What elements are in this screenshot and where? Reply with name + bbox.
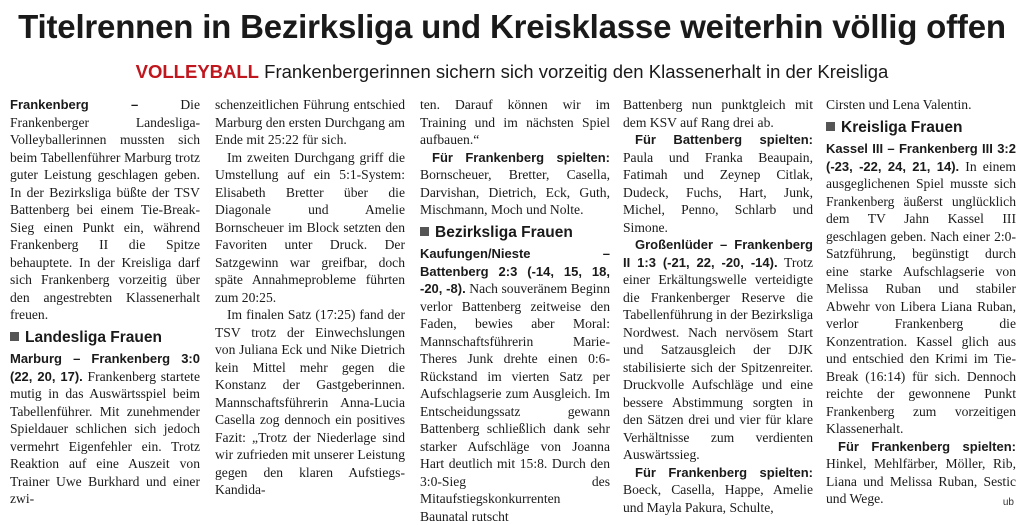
players-label: Für Frankenberg spielten:	[838, 438, 1016, 454]
section-heading-bezirksliga	[420, 224, 610, 242]
match-report: Frankenberg startete mutig in das Auswärtsspiel beim Tabellenführer. Mit zunehmender Spieldauer schlichen sich jedoch vermehrt Eigenfehler ein. Trotz Reaktion auf eine Auszeit von Trainer Uwe Burkhard und einer zwi-	[10, 368, 200, 506]
paragraph: Im finalen Satz (17:25) fand der TSV trotz der Einwechslungen von Juliana Eck und Nike Dietrich kein Mittel mehr gegen die Konstanz der Gastgeberinnen. Mannschaftsführerin Anna-Lucia Casella zog dennoch ein positives Fazit: „Trotz der Niederlage sind wir zufrieden mit unserer Leistung gegen den klaren Aufstiegs-Kandida-	[215, 307, 405, 497]
players-list: Hinkel, Mehlfärber, Möller, Rib, Liana und Melissa Ruban, Sestic und Wege.	[826, 456, 1016, 506]
column-5	[826, 96, 1016, 508]
paragraph: Im zweiten Durchgang griff die Umstellung auf ein 5:1-System: Elisabeth Bretter über die Diagonale und Amelie Bornscheuer im Block setzten den Favoriten unter Druck. Der Satzgewinn war greifbar, doch späte Annahmeprobleme führten zum 20:25.	[215, 149, 405, 305]
match-result: Kaufungen/Nieste – Battenberg 2:3 (-14, 15, 18, -20, -8).	[420, 246, 610, 296]
kicker: VOLLEYBALL	[135, 61, 259, 82]
author-signature: ub	[1002, 497, 1014, 508]
match-result: Großenlüder – Frankenberg II 1:3 (-21, 22, -20, -14).	[623, 237, 813, 270]
intro-text: Die Frankenberger Landesliga-Volleyballerinnen mussten sich beim Tabellenführer Marburg trotz guter Leistung geschlagen geben. In der Bezirksliga büßte der TSV Battenberg bei einem Tie-Break-Sieg einen Punkt ein, während Frankenberg II die Spitze behauptete. In der Kreisliga darf sich Frankenberg vorzeitig über den angestrebten Klassenerhalt freuen.	[10, 97, 200, 322]
match-report: In einem ausgeglichenen Spiel musste sich Frankenberg äußerst unglücklich dem TV Jahn Kassel III geschlagen geben. Nach einer 2:0-Satzführung, begünstigt durch eine starke Aufschlagserie von Melissa Ruban und stabiler Abwehr von Libera Liana Ruban, verlor Frankenberg die Konzentration. Kassel glich aus und entschied den Krimi im Tie-Break (16:14) für sich. Dennoch reichte der gewonnene Punkt Frankenberg zum vorzeitigen Klassenerhalt.	[826, 158, 1017, 436]
match-result: Marburg – Frankenberg 3:0 (22, 20, 17).	[10, 351, 200, 384]
paragraph: ten. Darauf können wir im Training und im nächsten Spiel aufbauen.“	[420, 97, 610, 147]
match-report: Nach souveränem Beginn verlor Battenberg zeitweise den Faden, bewies aber Moral: Mannschaftsführerin Marie-Theres Junk drehte einen 0:6-Rückstand im vierten Satz per Aufschlagserie zum Ausgleich. Im Entscheidungssatz gewann Battenberg schließlich dank sehr starker Aufschläge von Joanna Hart deutlich mit 15:8. Durch den 3:0-Sieg des Mitaufstiegskonkurrenten Baunatal rutscht	[420, 281, 611, 524]
match-result: Kassel III – Frankenberg III 3:2 (-23, -22, 24, 21, 14).	[826, 141, 1016, 174]
column-1	[10, 96, 200, 508]
paragraph: Cirsten und Lena Valentin.	[826, 97, 972, 112]
section-title: Kreisliga Frauen	[841, 118, 963, 136]
players-label: Für Frankenberg spielten:	[635, 464, 813, 480]
players-list: Paula und Franka Beaupain, Fatimah und Zeynep Citlak, Dudeck, Fuchs, Hart, Junk, Michel, Penno, Schlarb und Simone.	[623, 149, 813, 235]
column-2	[215, 96, 405, 499]
section-title: Landesliga Frauen	[25, 328, 162, 346]
section-heading-landesliga	[10, 329, 200, 347]
section-heading-kreisliga	[826, 119, 1016, 137]
paragraph: schenzeitlichen Führung entschied Marburg den ersten Durchgang am Ende mit 25:22 für sich.	[215, 97, 406, 147]
section-square-icon	[420, 227, 429, 236]
players-label: Für Frankenberg spielten:	[432, 149, 610, 165]
paragraph: Battenberg nun punktgleich mit dem KSV auf Rang drei ab.	[623, 97, 813, 130]
section-square-icon	[10, 332, 19, 341]
match-report: Trotz einer Erkältungswelle verteidigte die Frankenberger Reserve die Tabellenführung in der Bezirksliga Nordwest. Nach nervösem Start und Satzausgleich der DJK stabilisierte sich der Spitzenreiter. Druckvolle Aufschläge und eine bessere Abstimmung sorgten in den Sätzen drei und vier für klare Verhältnisse zum verdienten Auswärtssieg.	[623, 254, 813, 462]
players-list: Bornscheuer, Bretter, Casella, Darvishan, Dietrich, Eck, Guth, Mischmann, Moch und Nolte.	[420, 167, 610, 217]
subline	[0, 61, 1024, 83]
players-label: Für Battenberg spielten:	[635, 132, 813, 147]
column-4	[623, 96, 813, 516]
section-title: Bezirksliga Frauen	[435, 223, 573, 241]
subline-text: Frankenbergerinnen sichern sich vorzeitig den Klassenerhalt in der Kreisliga	[264, 61, 889, 82]
section-square-icon	[826, 122, 835, 131]
headline: Titelrennen in Bezirksliga und Kreisklasse weiterhin völlig offen	[18, 8, 1006, 45]
dateline: Frankenberg –	[10, 97, 139, 112]
column-3	[420, 96, 610, 525]
players-list: Boeck, Casella, Happe, Amelie und Mayla Pakura, Schulte,	[623, 482, 813, 515]
